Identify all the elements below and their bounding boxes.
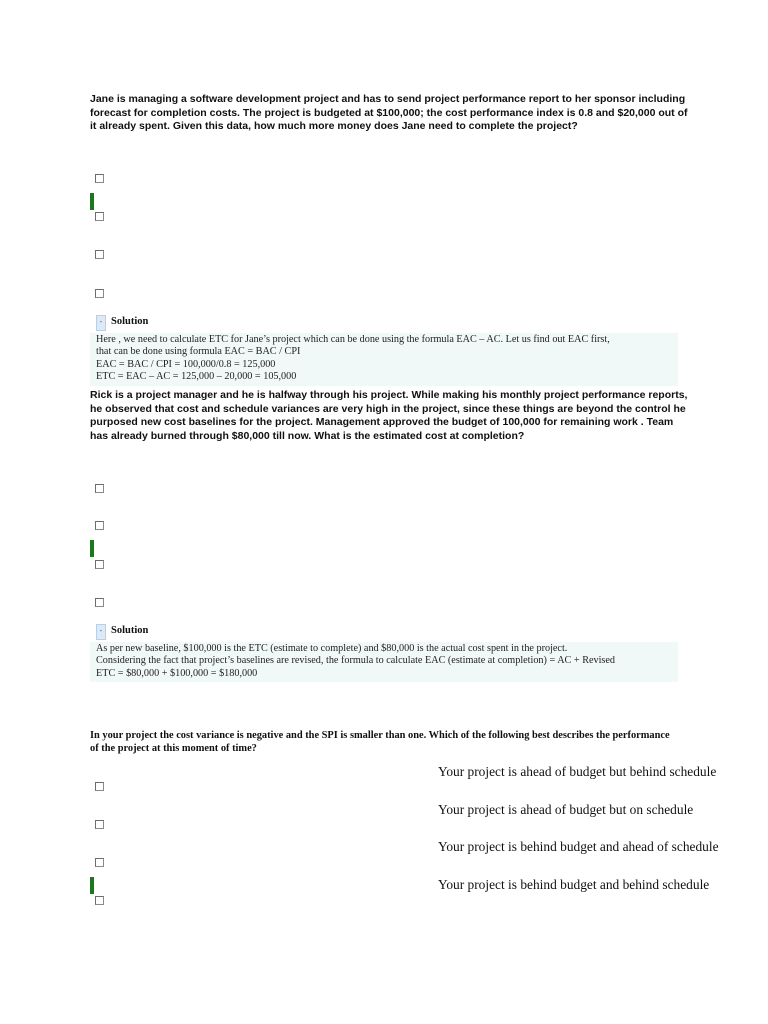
q2-solution-box bbox=[90, 642, 678, 682]
q3-option-2-label: Your project is ahead of budget but on schedule bbox=[438, 802, 694, 817]
q2-option-3-checkbox[interactable] bbox=[95, 560, 104, 569]
q2-solution-line: Considering the fact that project’s baselines are revised, the formula to calculate EAC (estimate at completion) = AC + Revised bbox=[96, 655, 616, 667]
q1-solution-line: EAC = BAC / CPI = 100,000/0.8 = 125,000 bbox=[96, 358, 276, 370]
q1-solution-line: that can be done using formula EAC = BAC / CPI bbox=[96, 346, 301, 358]
q2-solution-line: ETC = $80,000 + $100,000 = $180,000 bbox=[96, 667, 258, 679]
q3-option-4-checkbox[interactable] bbox=[95, 896, 104, 905]
q2-correct-answer-marker bbox=[90, 540, 94, 557]
q3-option-1-checkbox[interactable] bbox=[95, 782, 104, 791]
question-2-text: Rick is a project manager and he is halfway through his project. While making his monthly project performance reports, he observed that cost and schedule variances are very high in the project, since these things are beyond the control he purposed new cost baselines for the project. Management approved the budget of 100,000 for remaining work . Team has already burned through $80,000 till now. What is the estimated cost at completion? bbox=[90, 389, 688, 442]
q1-solution-label: Solution bbox=[111, 316, 149, 327]
q1-option-3-checkbox[interactable] bbox=[95, 250, 104, 259]
q2-solution-label: Solution bbox=[111, 625, 149, 636]
q3-option-1-label: Your project is ahead of budget but behind schedule bbox=[438, 764, 717, 779]
q3-option-4-label: Your project is behind budget and behind schedule bbox=[438, 877, 710, 892]
q2-option-1-checkbox[interactable] bbox=[95, 484, 104, 493]
q1-option-2-checkbox[interactable] bbox=[95, 212, 104, 221]
q2-solution-line: As per new baseline, $100,000 is the ETC (estimate to complete) and $80,000 is the actual cost spent in the project. bbox=[96, 643, 568, 654]
question-3-text: In your project the cost variance is negative and the SPI is smaller than one. Which of the following best describes the performance of the project at this moment of time? bbox=[90, 730, 670, 754]
q3-option-3-checkbox[interactable] bbox=[95, 858, 104, 867]
q1-solution-line: ETC = EAC – AC = 125,000 – 20,000 = 105,000 bbox=[96, 371, 297, 383]
q2-option-4-checkbox[interactable] bbox=[95, 598, 104, 607]
question-1-text: Jane is managing a software development project and has to send project performance report to her sponsor including forecast for completion costs. The project is budgeted at $100,000; the cost performance index is 0.8 and $20,000 out of it already spent. Given this data, how much more money does Jane need to complete the project? bbox=[90, 93, 688, 133]
q1-option-4-checkbox[interactable] bbox=[95, 289, 104, 298]
q3-option-3-label: Your project is behind budget and ahead of schedule bbox=[438, 839, 719, 854]
q3-correct-answer-marker bbox=[90, 877, 94, 894]
q1-correct-answer-marker bbox=[90, 193, 94, 210]
q2-solution-toggle-button[interactable]: - bbox=[96, 624, 106, 640]
q1-solution-toggle-button[interactable]: - bbox=[96, 315, 106, 331]
q1-solution-line: Here , we need to calculate ETC for Jane’s project which can be done using the formula EAC – AC. Let us find out EAC first, bbox=[96, 334, 610, 345]
q2-option-2-checkbox[interactable] bbox=[95, 521, 104, 530]
q1-option-1-checkbox[interactable] bbox=[95, 174, 104, 183]
q3-option-2-checkbox[interactable] bbox=[95, 820, 104, 829]
q1-solution-box bbox=[90, 333, 678, 386]
